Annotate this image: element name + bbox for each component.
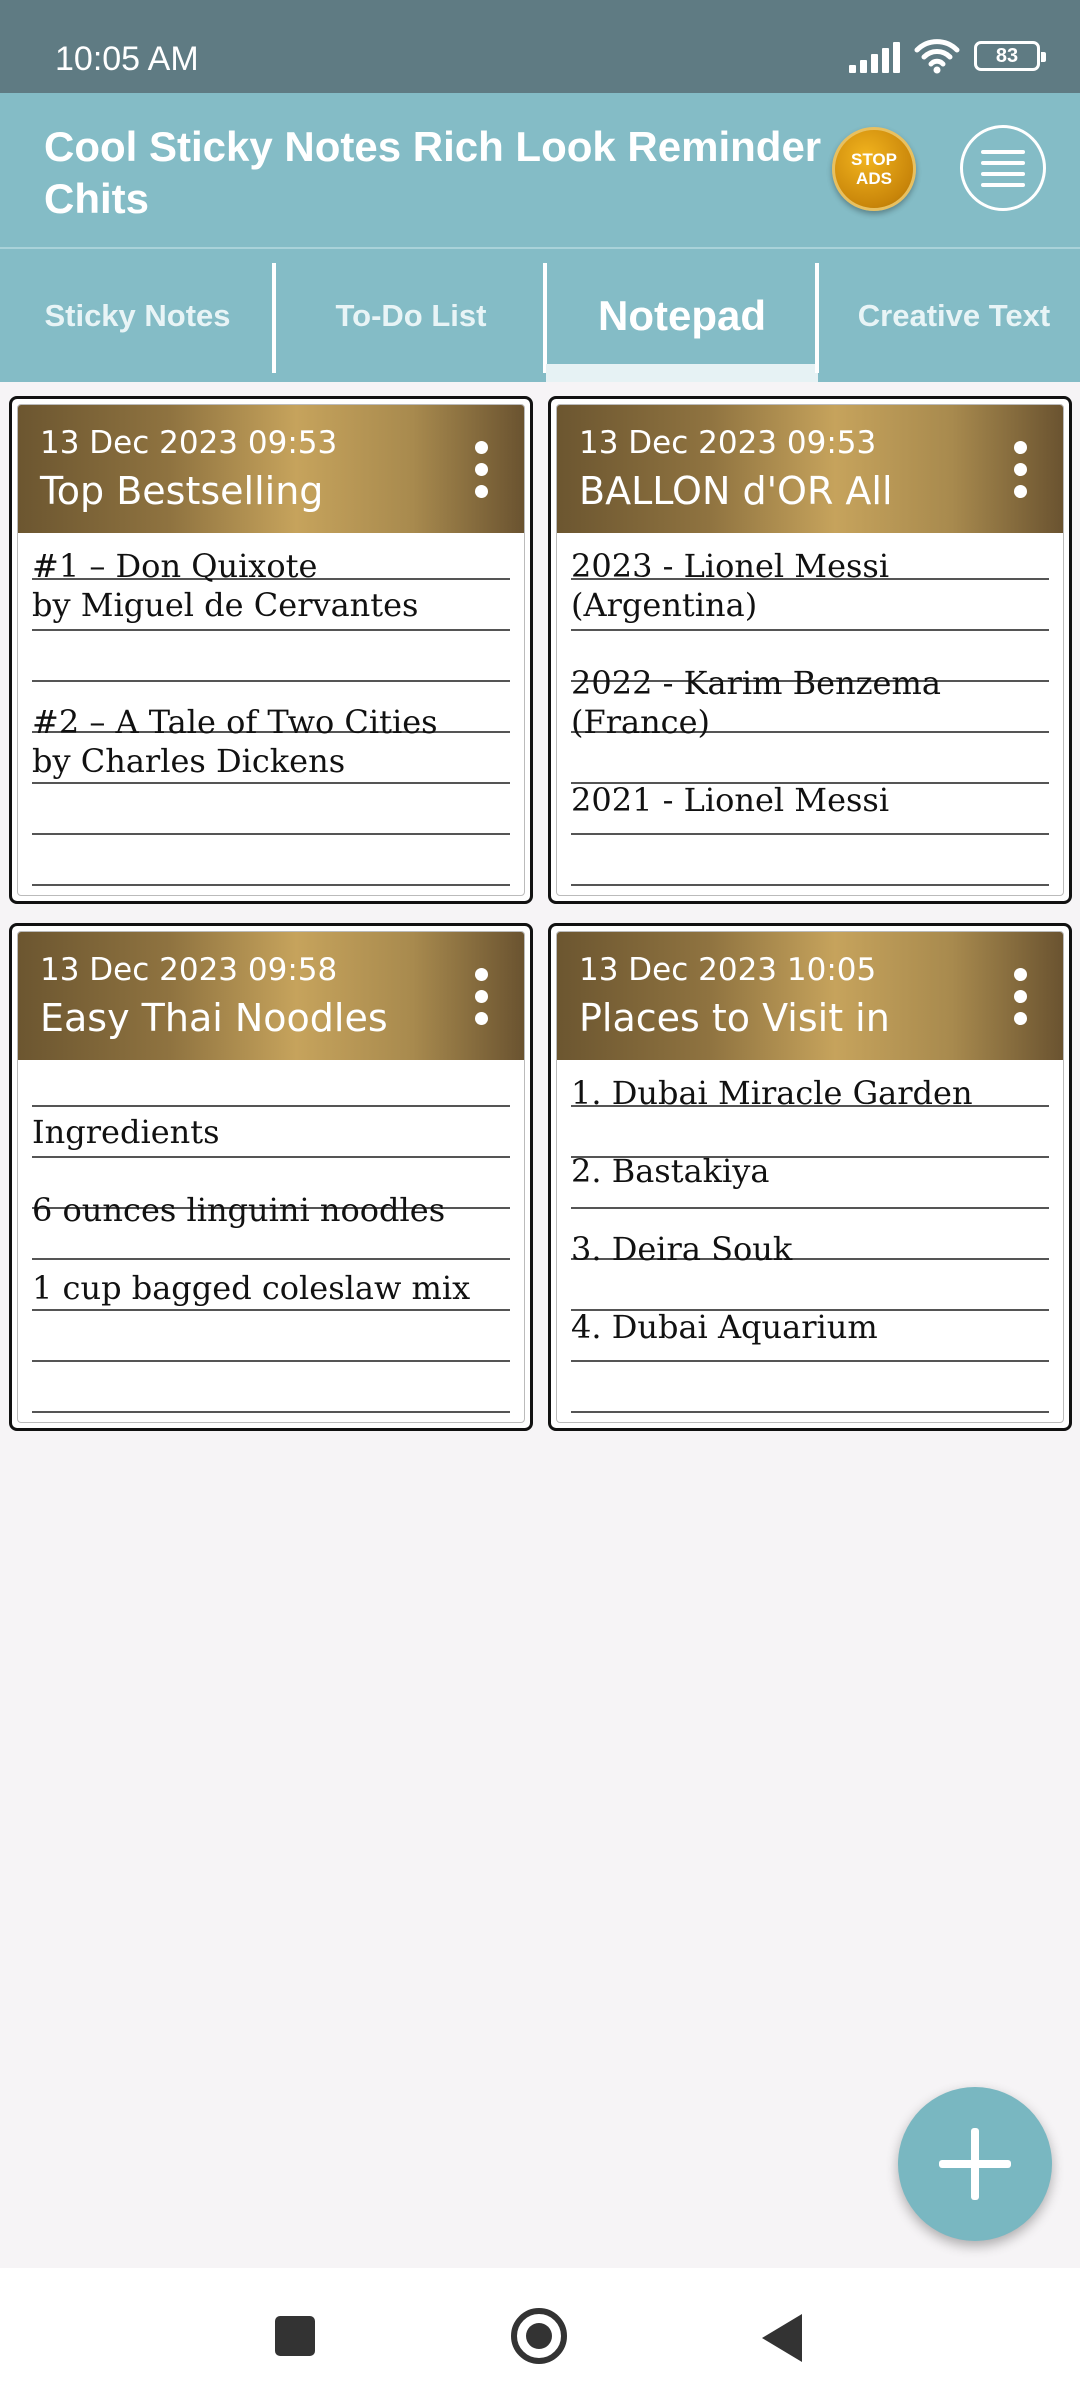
- note-title: Top Bestselling: [40, 469, 324, 513]
- app-title: Cool Sticky Notes Rich Look Reminder Chits: [44, 123, 822, 222]
- tab-to-do-list[interactable]: To-Do List: [335, 297, 487, 333]
- signal-icon: [849, 39, 900, 73]
- more-vert-icon[interactable]: [1013, 441, 1027, 498]
- note-date: 13 Dec 2023 09:53: [40, 425, 338, 461]
- hamburger-menu-icon[interactable]: [960, 125, 1046, 211]
- tab-notepad[interactable]: Notepad: [598, 291, 766, 339]
- back-icon[interactable]: [762, 2314, 802, 2362]
- note-body: [571, 533, 1049, 895]
- stop-ads-label-line1: STOP: [851, 150, 897, 169]
- tab-bar: [0, 247, 1080, 382]
- recents-icon[interactable]: [275, 2316, 315, 2356]
- note-text: #1 – Don Quixote by Miguel de Cervantes #2 – A Tale of Two Cities by Charles Dickens: [32, 547, 438, 780]
- note-card[interactable]: [9, 923, 533, 1431]
- status-bar: [0, 0, 1080, 93]
- note-title: BALLON d'OR All: [579, 469, 893, 513]
- more-vert-icon[interactable]: [474, 441, 488, 498]
- note-body: [571, 1060, 1049, 1422]
- note-text: 1. Dubai Miracle Garden 2. Bastakiya 3. Deira Souk 4. Dubai Aquarium: [571, 1074, 973, 1346]
- note-body: [32, 533, 510, 895]
- note-text: Ingredients 6 ounces linguini noodles 1 cup bagged coleslaw mix: [32, 1113, 471, 1307]
- stop-ads-label-line2: ADS: [856, 169, 892, 188]
- note-header: [557, 932, 1063, 1060]
- note-header: [18, 932, 524, 1060]
- wifi-icon: [914, 38, 960, 74]
- note-date: 13 Dec 2023 09:58: [40, 952, 338, 988]
- status-time: 10:05 AM: [55, 40, 199, 78]
- note-title: Easy Thai Noodles: [40, 996, 388, 1040]
- note-header: [18, 405, 524, 533]
- more-vert-icon[interactable]: [474, 968, 488, 1025]
- note-text: 2023 - Lionel Messi (Argentina) 2022 - Karim Benzema (France) 2021 - Lionel Messi: [571, 547, 941, 819]
- battery-level: 83: [995, 44, 1019, 67]
- note-card[interactable]: [9, 396, 533, 904]
- app-header: [0, 93, 1080, 247]
- status-icons: [849, 38, 1040, 74]
- note-card[interactable]: [548, 923, 1072, 1431]
- add-note-button[interactable]: [898, 2087, 1052, 2241]
- battery-icon: [974, 41, 1040, 71]
- tab-creative-text[interactable]: Creative Text: [857, 297, 1051, 333]
- note-date: 13 Dec 2023 10:05: [579, 952, 877, 988]
- home-icon[interactable]: [511, 2308, 567, 2364]
- more-vert-icon[interactable]: [1013, 968, 1027, 1025]
- tab-sticky-notes[interactable]: Sticky Notes: [44, 297, 231, 333]
- system-nav-bar: [0, 2268, 1080, 2400]
- note-header: [557, 405, 1063, 533]
- note-title: Places to Visit in: [579, 996, 890, 1040]
- note-date: 13 Dec 2023 09:53: [579, 425, 877, 461]
- stop-ads-button[interactable]: [832, 127, 916, 211]
- note-card[interactable]: [548, 396, 1072, 904]
- note-body: [32, 1060, 510, 1422]
